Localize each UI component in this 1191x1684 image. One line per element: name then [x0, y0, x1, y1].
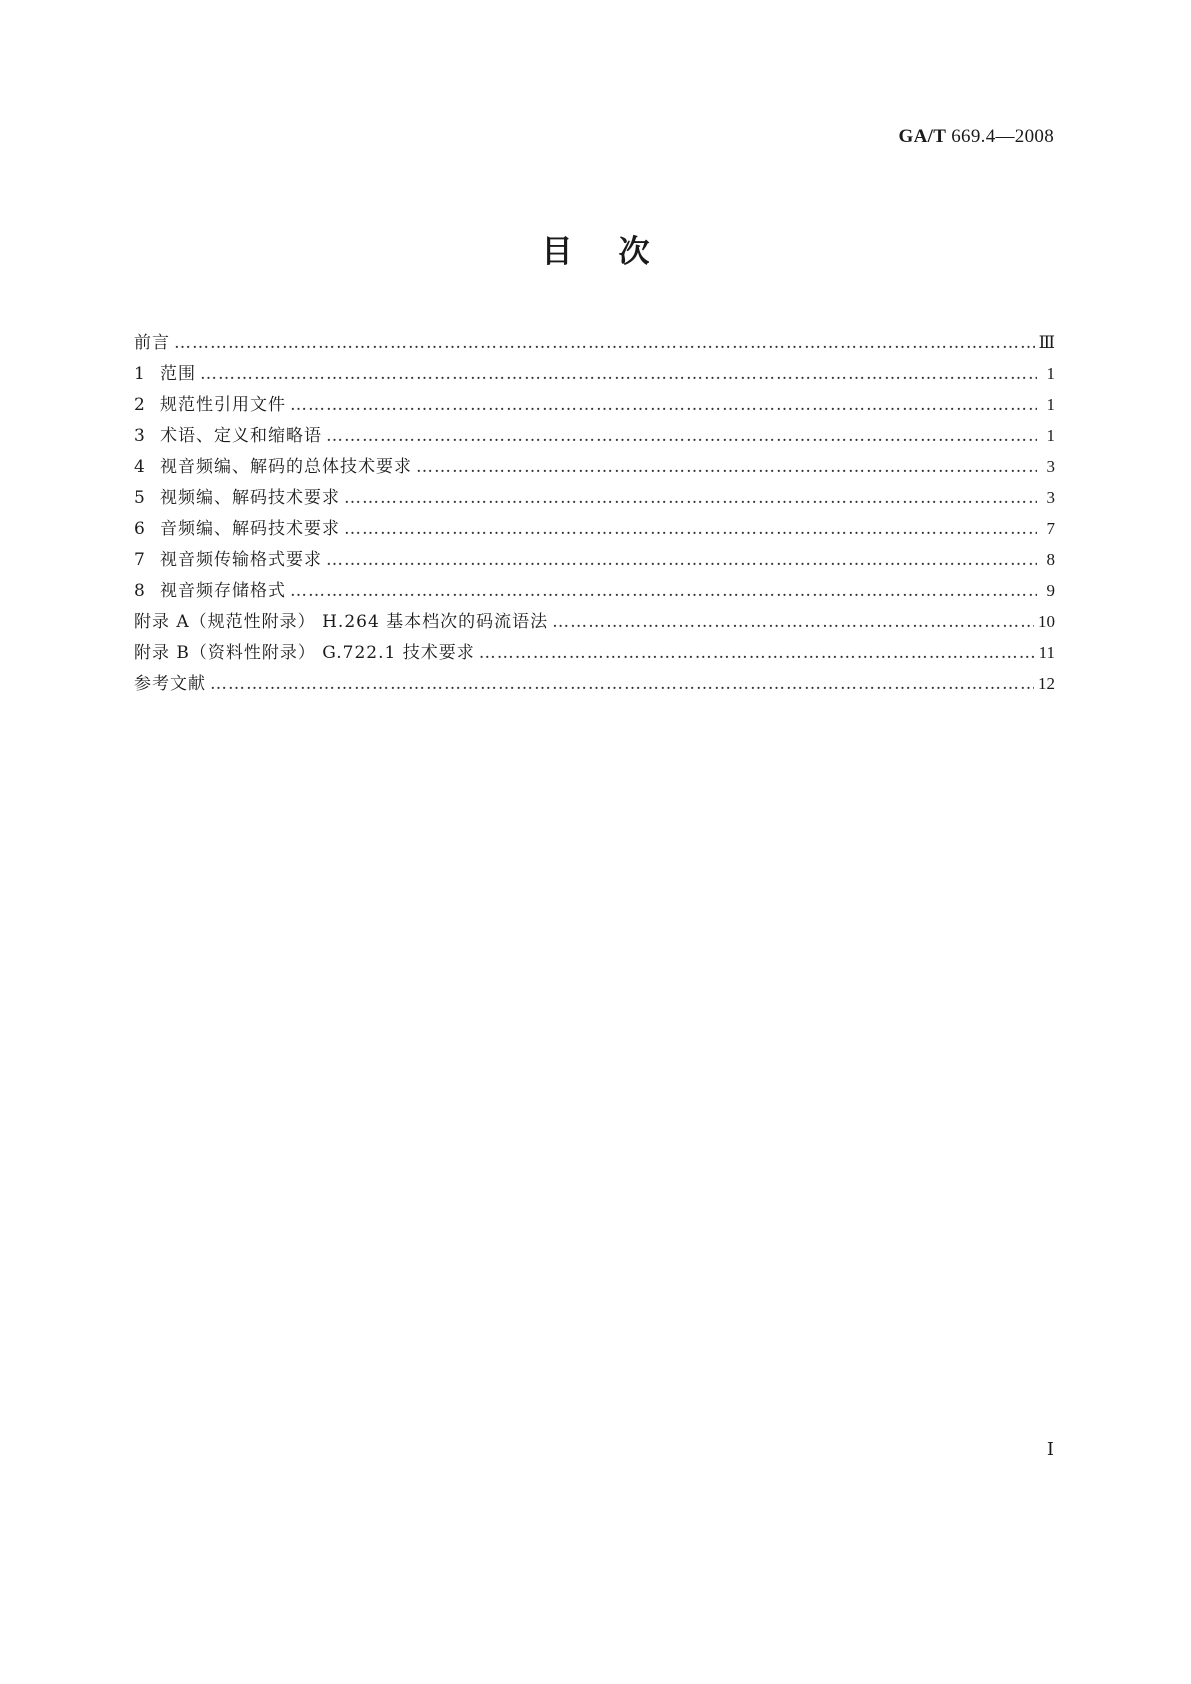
toc-entry-general-requirements[interactable]: [134, 452, 1055, 483]
toc-entry-page: 9: [1046, 581, 1055, 600]
toc-leader-dots: [326, 550, 1037, 570]
toc-leader-dots: [344, 488, 1037, 508]
standard-code: [899, 126, 1054, 148]
toc-entry-label: 视音频编、解码的总体技术要求: [160, 457, 412, 477]
toc-leader-dots: [552, 612, 1034, 632]
toc-leader-dots: [344, 519, 1037, 539]
toc-entry-number: 5: [134, 488, 145, 508]
standard-number: 669.4—2008: [951, 126, 1054, 147]
toc-entry-page: 3: [1046, 457, 1055, 476]
toc-entry-label: 视音频存储格式: [160, 581, 286, 601]
toc-entry-label: 附录 A（规范性附录） H.264 基本档次的码流语法: [134, 612, 549, 632]
toc-entry-label: 视音频传输格式要求: [160, 550, 322, 570]
toc-entry-label: 规范性引用文件: [160, 395, 286, 415]
toc-entry-label: 附录 B（资料性附录） G.722.1 技术要求: [134, 643, 475, 663]
toc-leader-dots: [290, 395, 1037, 415]
toc-entry-page: 8: [1046, 550, 1055, 569]
toc-entry-number: 7: [134, 550, 145, 570]
toc-entry-appendix-a[interactable]: [134, 607, 1055, 638]
toc-leader-dots: [326, 426, 1037, 446]
toc-entry-page: 3: [1046, 488, 1055, 507]
toc-entry-bibliography[interactable]: [134, 669, 1055, 700]
page-number: Ⅰ: [1046, 1439, 1054, 1459]
toc-leader-dots: [479, 643, 1035, 663]
toc-entry-number: 1: [134, 364, 145, 384]
toc-entry-number: 2: [134, 395, 145, 415]
toc-leader-dots: [174, 333, 1035, 353]
toc-entry-page: 1: [1046, 395, 1055, 414]
toc-entry-number: 6: [134, 519, 145, 539]
toc-entry-label: 参考文献: [134, 674, 206, 694]
toc-entry-page: 1: [1046, 426, 1055, 445]
toc-entry-number: 3: [134, 426, 145, 446]
toc-entry-audio-codec[interactable]: [134, 514, 1055, 545]
toc-entry-number: 8: [134, 581, 145, 601]
toc-entry-label: 前言: [134, 333, 170, 353]
toc-entry-label: 术语、定义和缩略语: [160, 426, 322, 446]
standard-prefix: GA/T: [898, 126, 947, 147]
page-title: 目次: [541, 234, 696, 270]
toc-entry-label: 音频编、解码技术要求: [160, 519, 340, 539]
toc-entry-page: 1: [1046, 364, 1055, 383]
toc-entry-page: 11: [1038, 643, 1055, 662]
toc-entry-number: 4: [134, 457, 145, 477]
toc-leader-dots: [200, 364, 1037, 384]
toc-entry-normative-references[interactable]: [134, 390, 1055, 421]
toc-entry-foreword[interactable]: [134, 328, 1055, 359]
toc-leader-dots: [210, 674, 1034, 694]
table-of-contents: [134, 328, 1055, 700]
toc-entry-page: 10: [1038, 612, 1055, 631]
toc-entry-storage-format[interactable]: [134, 576, 1055, 607]
toc-entry-transport-format[interactable]: [134, 545, 1055, 576]
toc-entry-video-codec[interactable]: [134, 483, 1055, 514]
toc-leader-dots: [290, 581, 1037, 601]
toc-leader-dots: [416, 457, 1037, 477]
toc-entry-page: 7: [1046, 519, 1055, 538]
toc-entry-label: 视频编、解码技术要求: [160, 488, 340, 508]
toc-entry-page: Ⅲ: [1038, 333, 1055, 352]
toc-entry-scope[interactable]: [134, 359, 1055, 390]
toc-entry-terms[interactable]: [134, 421, 1055, 452]
toc-entry-label: 范围: [160, 364, 196, 384]
toc-entry-page: 12: [1038, 674, 1055, 693]
toc-entry-appendix-b[interactable]: [134, 638, 1055, 669]
